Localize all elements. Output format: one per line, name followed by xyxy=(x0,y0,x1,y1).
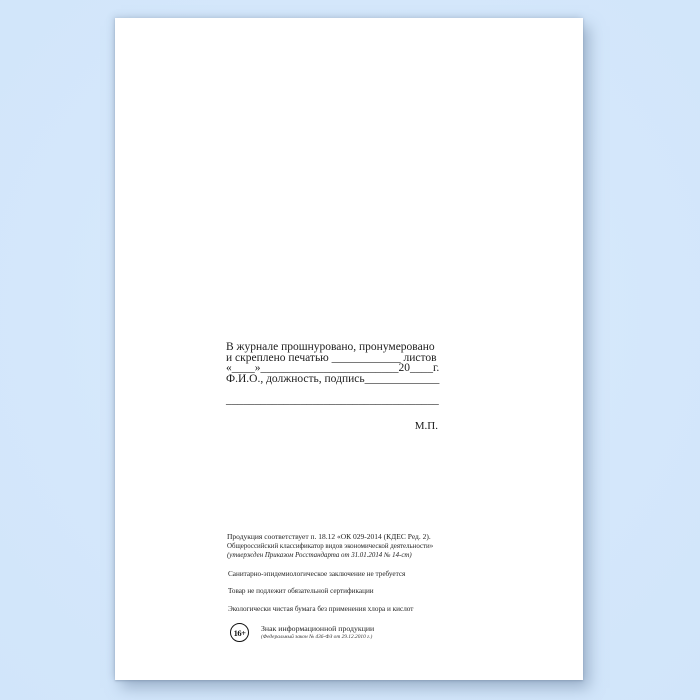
age-rating-16plus-icon xyxy=(230,623,249,642)
information-sign-label: Знак информационной продукции xyxy=(261,624,375,633)
information-sign-row xyxy=(230,623,467,642)
binding-line-2: и скреплено печатью ____________ листов xyxy=(226,351,437,364)
binding-line-1: В журнале прошнуровано, пронумеровано xyxy=(226,341,435,353)
footer-info-block xyxy=(227,532,467,642)
binding-line-3: «____»________________________20____г. xyxy=(226,362,440,374)
signature-rule-line: _____________________________________ xyxy=(226,394,439,406)
eco-paper-statement: Экологически чистая бумага без применения хлора и кислот xyxy=(228,604,414,613)
sanitary-statement: Санитарно-эпидемиологическое заключение не требуется xyxy=(228,569,406,578)
compliance-line-2: Общероссийский классификатор видов экономической деятельности» xyxy=(227,542,434,550)
stamp-place-label: М.П. xyxy=(414,419,438,432)
document-page xyxy=(115,18,583,680)
binding-line-4: Ф.И.О., должность, подпись_____________ xyxy=(226,372,440,385)
binding-statement-block xyxy=(226,342,440,431)
information-sign-law: (Федеральный закон № 436-ФЗ от 29.12.2010 г.) xyxy=(261,633,373,640)
compliance-line-3: (утвержден Приказом Росстандарта от 31.01.2014 № 14-ст) xyxy=(227,552,412,559)
information-sign-text xyxy=(261,623,374,640)
compliance-line-1: Продукция соответствует п. 18.12 «ОК 029-2014 (КДЕС Ред. 2). xyxy=(227,532,431,541)
age-rating-value: 16+ xyxy=(233,627,246,638)
certification-statement: Товар не подлежит обязательной сертификации xyxy=(228,587,374,595)
